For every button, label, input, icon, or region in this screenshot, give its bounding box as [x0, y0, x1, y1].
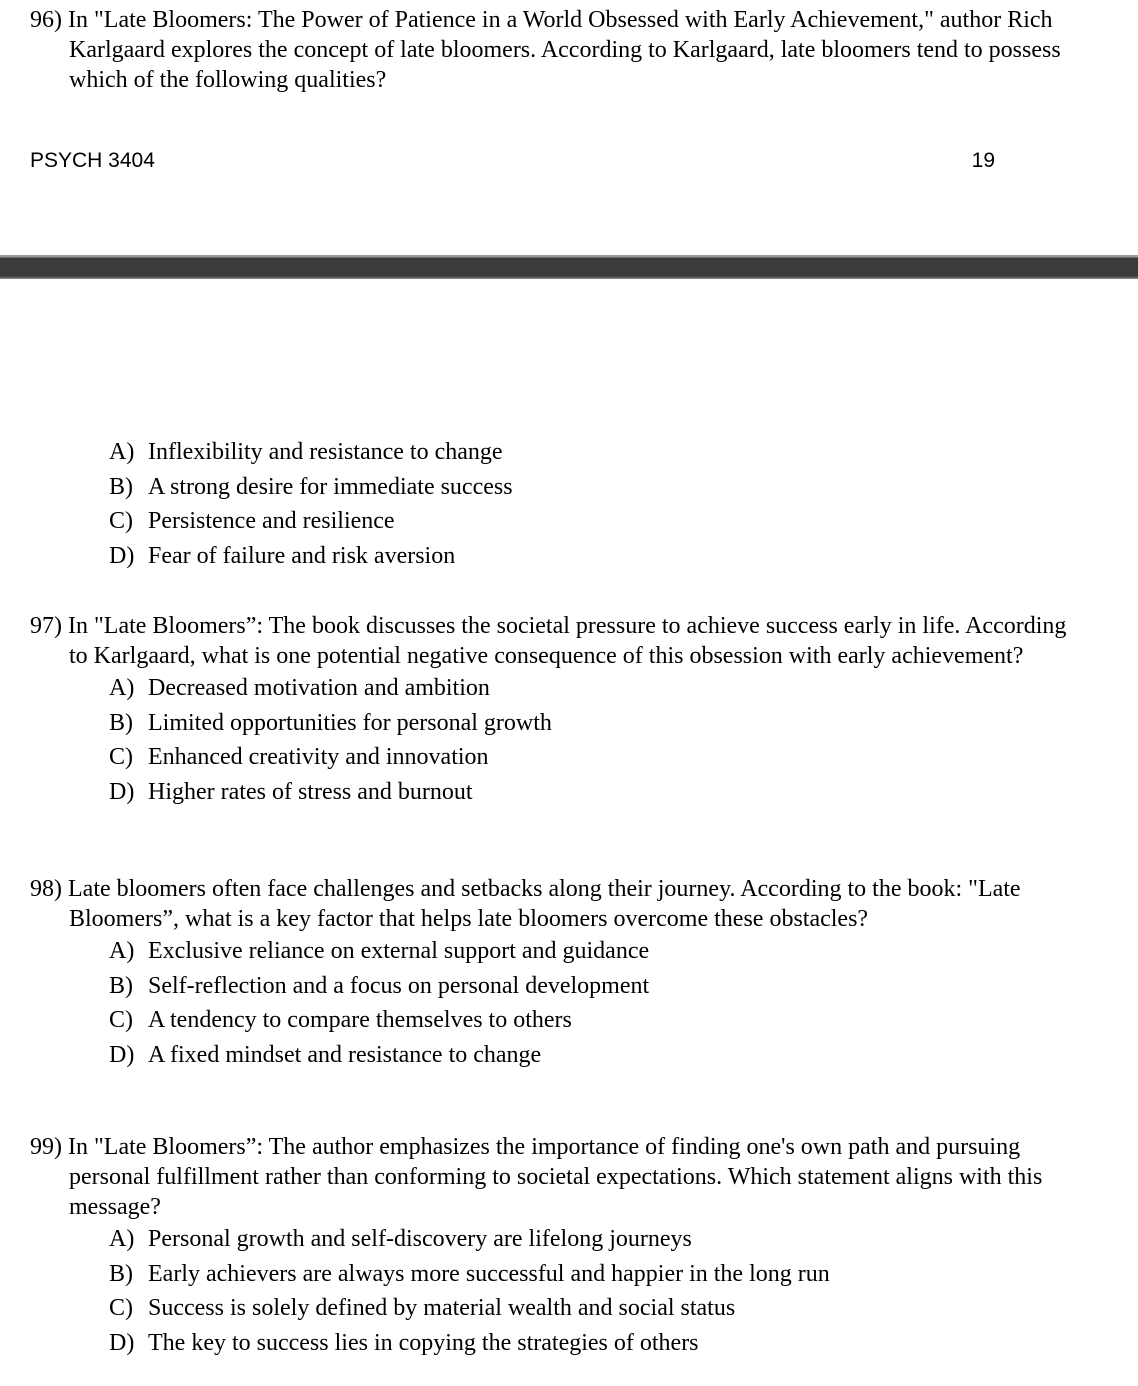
answer-option: C) A tendency to compare themselves to others [109, 1007, 572, 1033]
question-98 [30, 874, 1078, 1072]
question-number: 98) [30, 876, 62, 902]
answer-option: B) Self-reflection and a focus on personal development [109, 972, 650, 999]
question-text: Late bloomers often face challenges and setbacks along their journey. According to the book: "Late Bloomers”, what is a key factor that helps late bloomers overcome these obstacles? [68, 876, 1021, 932]
question-96-stem-block [30, 5, 1078, 95]
question-stem [30, 611, 1078, 671]
answer-option: B) Limited opportunities for personal growth [109, 709, 552, 736]
page-number: 19 [971, 149, 995, 172]
answer-option: D) Fear of failure and risk aversion [109, 542, 456, 569]
question-97 [30, 611, 1078, 809]
answer-option: A) Exclusive reliance on external support and guidance [109, 938, 650, 964]
question-text: In "Late Bloomers”: The book discusses the societal pressure to achieve success early in life. According to Karlgaard, what is one potential negative consequence of this obsession with early achievement? [68, 613, 1067, 669]
question-number: 99) [30, 1134, 62, 1160]
answer-option: B) A strong desire for immediate success [109, 473, 513, 500]
answer-option: D) The key to success lies in copying the strategies of others [109, 1329, 699, 1356]
answer-option: C) Success is solely defined by material wealth and social status [109, 1295, 736, 1321]
course-code: PSYCH 3404 [30, 149, 155, 172]
page-header [30, 147, 995, 175]
question-96-options [30, 435, 1078, 573]
answer-option: D) A fixed mindset and resistance to change [109, 1041, 542, 1068]
question-text: In "Late Bloomers: The Power of Patience in a World Obsessed with Early Achievement," author Rich Karlgaard explores the concept of late bloomers. According to Karlgaard, late bloomers tend to possess which of the following qualities? [68, 7, 1061, 93]
page-break-divider [0, 255, 1138, 279]
question-99 [30, 1132, 1078, 1360]
answer-option: C) Persistence and resilience [109, 508, 395, 534]
answer-option: D) Higher rates of stress and burnout [109, 778, 473, 805]
question-stem [30, 5, 1078, 95]
question-number: 96) [30, 7, 62, 33]
answer-option: A) Personal growth and self-discovery are lifelong journeys [109, 1226, 692, 1252]
answer-option: A) Decreased motivation and ambition [109, 675, 490, 701]
question-number: 97) [30, 613, 62, 639]
answer-option: A) Inflexibility and resistance to change [109, 439, 503, 465]
question-stem [30, 1132, 1078, 1222]
answer-option: B) Early achievers are always more successful and happier in the long run [109, 1260, 830, 1287]
answer-option: C) Enhanced creativity and innovation [109, 744, 489, 770]
question-text: In "Late Bloomers”: The author emphasizes the importance of finding one's own path and pursuing personal fulfillment rather than conforming to societal expectations. Which statement aligns with this message? [68, 1134, 1043, 1220]
question-stem [30, 874, 1078, 934]
